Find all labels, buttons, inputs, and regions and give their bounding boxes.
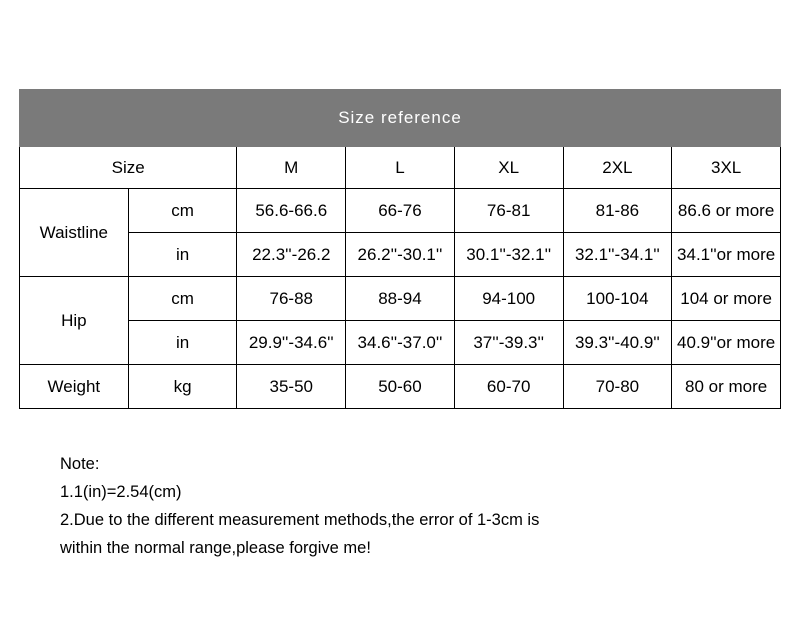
header-col-2xl: 2XL [563,147,672,189]
cell-waistline-in-xl: 30.1''-32.1'' [454,233,563,277]
table-row-waistline-in [20,233,781,277]
cell-weight-kg-3xl: 80 or more [672,365,781,409]
cell-hip-in-3xl: 40.9''or more [672,321,781,365]
table-row-waistline-cm [20,189,781,233]
table-title-row [20,90,781,147]
cell-hip-cm-m: 76-88 [237,277,346,321]
row-label-waistline: Waistline [20,189,129,277]
table-header-row [20,147,781,189]
cell-waistline-cm-m: 56.6-66.6 [237,189,346,233]
cell-weight-kg-2xl: 70-80 [563,365,672,409]
cell-waistline-in-l: 26.2''-30.1'' [346,233,455,277]
header-col-xl: XL [454,147,563,189]
cell-waistline-in-3xl: 34.1''or more [672,233,781,277]
cell-hip-in-xl: 37''-39.3'' [454,321,563,365]
table-title: Size reference [20,90,781,147]
cell-weight-kg-m: 35-50 [237,365,346,409]
unit-weight-kg: kg [128,365,237,409]
table-row-hip-cm [20,277,781,321]
cell-hip-in-l: 34.6''-37.0'' [346,321,455,365]
header-col-l: L [346,147,455,189]
cell-waistline-cm-xl: 76-81 [454,189,563,233]
notes-line-2: 2.Due to the different measurement methods,the error of 1-3cm is [60,511,540,529]
size-reference-table-container [19,89,781,409]
cell-waistline-cm-2xl: 81-86 [563,189,672,233]
cell-waistline-in-2xl: 32.1''-34.1'' [563,233,672,277]
table-row-hip-in [20,321,781,365]
cell-waistline-cm-3xl: 86.6 or more [672,189,781,233]
cell-hip-cm-2xl: 100-104 [563,277,672,321]
cell-waistline-cm-l: 66-76 [346,189,455,233]
notes-line-3: within the normal range,please forgive me! [60,539,371,557]
header-col-m: M [237,147,346,189]
row-label-hip: Hip [20,277,129,365]
cell-hip-in-2xl: 39.3''-40.9'' [563,321,672,365]
notes-line-1: 1.1(in)=2.54(cm) [60,483,182,501]
unit-hip-in: in [128,321,237,365]
cell-hip-in-m: 29.9''-34.6'' [237,321,346,365]
size-reference-table [19,89,781,409]
unit-waistline-in: in [128,233,237,277]
header-size-label: Size [20,147,237,189]
cell-hip-cm-3xl: 104 or more [672,277,781,321]
row-label-weight: Weight [20,365,129,409]
table-row-weight-kg [20,365,781,409]
cell-weight-kg-l: 50-60 [346,365,455,409]
unit-waistline-cm: cm [128,189,237,233]
cell-hip-cm-l: 88-94 [346,277,455,321]
unit-hip-cm: cm [128,277,237,321]
notes-section [60,450,760,562]
cell-waistline-in-m: 22.3''-26.2 [237,233,346,277]
cell-weight-kg-xl: 60-70 [454,365,563,409]
cell-hip-cm-xl: 94-100 [454,277,563,321]
notes-heading: Note: [60,455,100,473]
header-col-3xl: 3XL [672,147,781,189]
